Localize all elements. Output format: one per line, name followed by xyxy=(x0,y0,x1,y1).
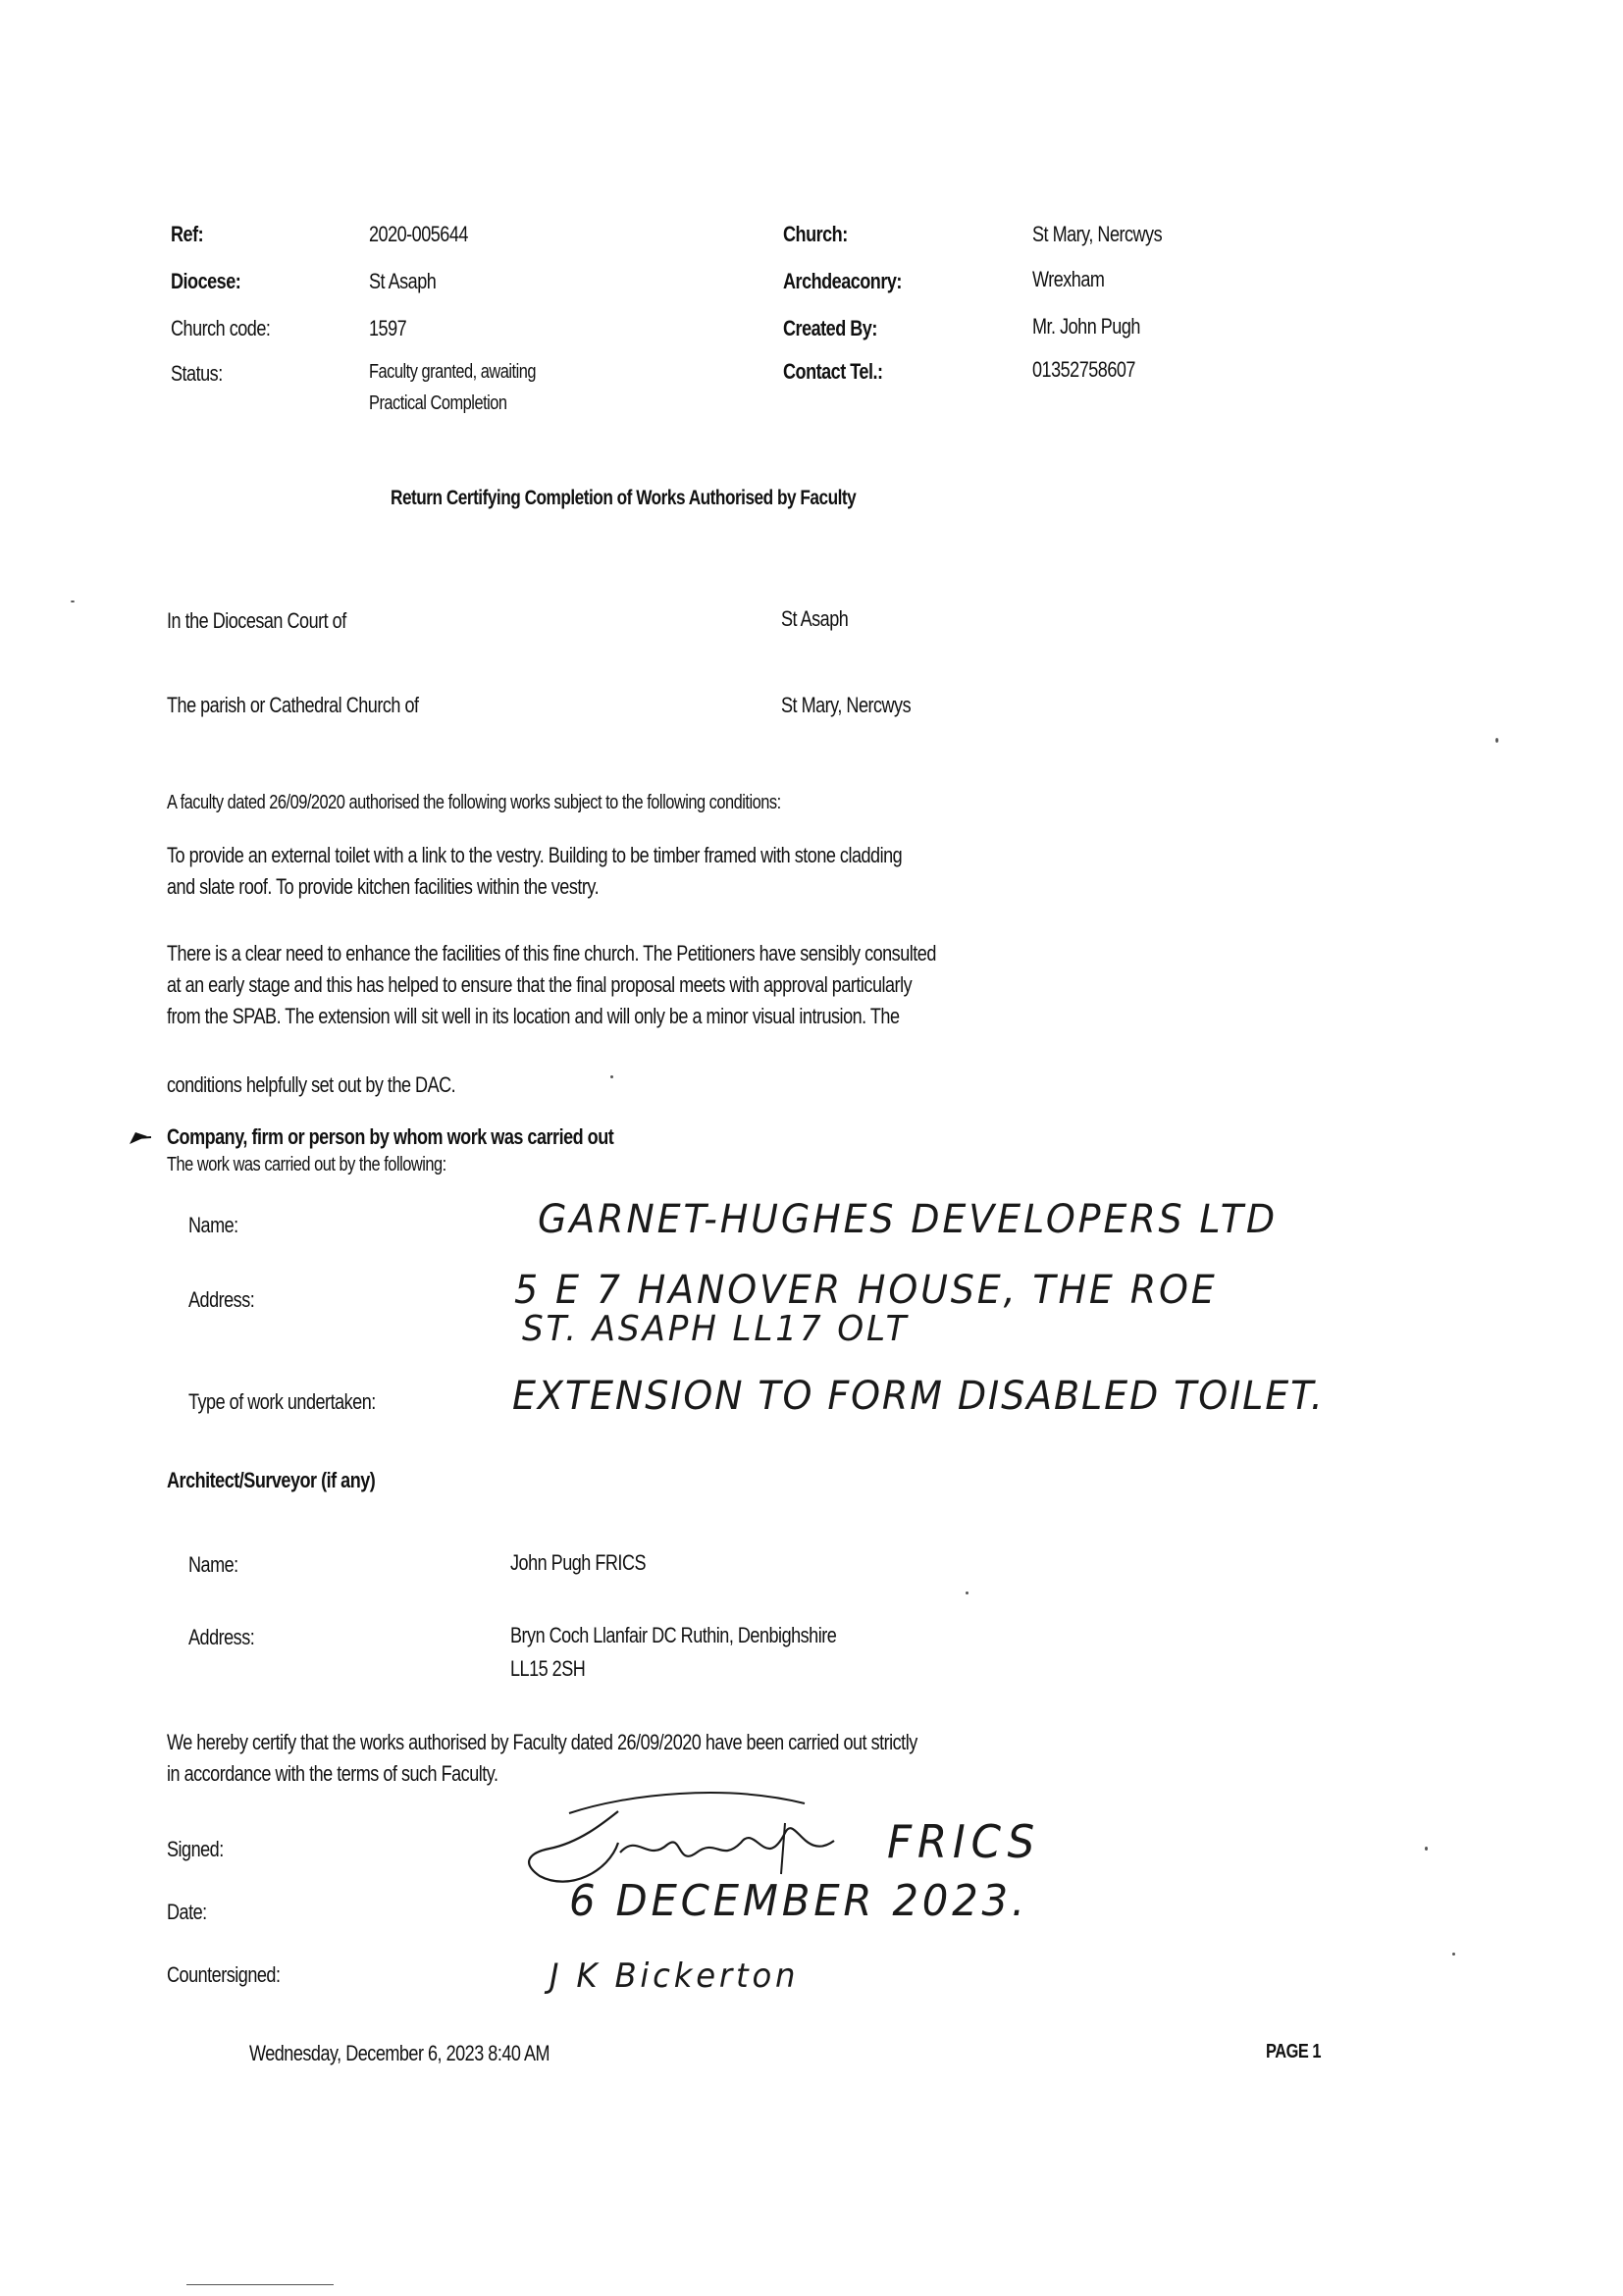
certification-line-2: in accordance with the terms of such Faculty. xyxy=(167,1761,498,1786)
scan-speck xyxy=(966,1592,969,1594)
created-by-label: Created By: xyxy=(783,316,877,340)
page-number: PAGE 1 xyxy=(1266,2041,1321,2062)
work-type-value: EXTENSION TO FORM DISABLED TOILET. xyxy=(512,1374,1325,1419)
scan-speck xyxy=(1425,1847,1428,1851)
conditions-line-3: from the SPAB. The extension will sit well in its location and will only be a minor visual intrusion. The xyxy=(167,1004,900,1028)
archdeaconry-value: Wrexham xyxy=(1032,267,1105,291)
church-code-label: Church code: xyxy=(171,316,271,340)
architect-name-label: Name: xyxy=(188,1552,238,1577)
architect-address-line-2: LL15 2SH xyxy=(510,1656,586,1681)
parish-label: The parish or Cathedral Church of xyxy=(167,693,419,717)
arrow-bullet-icon xyxy=(128,1128,153,1148)
architect-name-value: John Pugh FRICS xyxy=(510,1550,647,1575)
certification-line-1: We hereby certify that the works authorised by Faculty dated 26/09/2020 have been carried out strictly xyxy=(167,1730,917,1754)
countersigned-label: Countersigned: xyxy=(167,1962,281,1987)
court-label: In the Diocesan Court of xyxy=(167,608,346,633)
conditions-line-1: There is a clear need to enhance the facilities of this fine church. The Petitioners have sensibly consulted xyxy=(167,941,936,965)
company-address-line-1: 5 E 7 HANOVER HOUSE, THE ROE xyxy=(514,1268,1218,1313)
diocese-label: Diocese: xyxy=(171,269,241,293)
conditions-line-2: at an early stage and this has helped to ensure that the final proposal meets with approval particularly xyxy=(167,972,913,997)
church-value: St Mary, Nercwys xyxy=(1032,222,1163,246)
scan-speck xyxy=(71,600,75,602)
company-name-value: GARNET-HUGHES DEVELOPERS LTD xyxy=(538,1197,1278,1242)
status-value-line2: Practical Completion xyxy=(369,392,507,414)
works-line-2: and slate roof. To provide kitchen facilities within the vestry. xyxy=(167,874,600,899)
company-name-label: Name: xyxy=(188,1213,238,1237)
ref-label: Ref: xyxy=(171,222,204,246)
ref-value: 2020-005644 xyxy=(369,222,468,246)
scan-speck xyxy=(610,1075,613,1078)
church-code-value: 1597 xyxy=(369,316,407,340)
parish-value: St Mary, Nercwys xyxy=(781,693,912,717)
architect-heading: Architect/Surveyor (if any) xyxy=(167,1468,376,1492)
work-type-label: Type of work undertaken: xyxy=(188,1389,376,1414)
contact-label: Contact Tel.: xyxy=(783,359,883,384)
signed-value: FRICS xyxy=(887,1815,1040,1868)
works-line-1: To provide an external toilet with a link to the vestry. Building to be timber framed with stone cladding xyxy=(167,843,903,867)
faculty-intro: A faculty dated 26/09/2020 authorised the following works subject to the following conditions: xyxy=(167,792,781,813)
created-by-value: Mr. John Pugh xyxy=(1032,314,1140,339)
date-label: Date: xyxy=(167,1900,207,1924)
status-label: Status: xyxy=(171,361,223,386)
countersigned-value: J K Bickerton xyxy=(550,1957,800,1996)
architect-address-label: Address: xyxy=(188,1625,255,1649)
document-title: Return Certifying Completion of Works Authorised by Faculty xyxy=(391,487,857,509)
archdeaconry-label: Archdeaconry: xyxy=(783,269,902,293)
court-value: St Asaph xyxy=(781,606,849,631)
signed-label: Signed: xyxy=(167,1837,224,1861)
footer-timestamp: Wednesday, December 6, 2023 8:40 AM xyxy=(249,2041,550,2065)
church-label: Church: xyxy=(783,222,848,246)
company-heading: Company, firm or person by whom work was carried out xyxy=(167,1124,614,1149)
company-address-label: Address: xyxy=(188,1287,255,1312)
company-subheading: The work was carried out by the following: xyxy=(167,1154,446,1175)
scan-edge-line xyxy=(186,2284,334,2285)
status-value-line1: Faculty granted, awaiting xyxy=(369,361,537,383)
diocese-value: St Asaph xyxy=(369,269,437,293)
contact-value: 01352758607 xyxy=(1032,357,1135,382)
company-address-line-2: ST. ASAPH LL17 OLT xyxy=(522,1309,910,1349)
architect-address-line-1: Bryn Coch Llanfair DC Ruthin, Denbighshire xyxy=(510,1623,837,1647)
scan-speck xyxy=(1452,1953,1455,1956)
scan-speck xyxy=(1495,738,1498,743)
conditions-line-4: conditions helpfully set out by the DAC. xyxy=(167,1072,456,1097)
date-value: 6 DECEMBER 2023. xyxy=(569,1876,1029,1926)
